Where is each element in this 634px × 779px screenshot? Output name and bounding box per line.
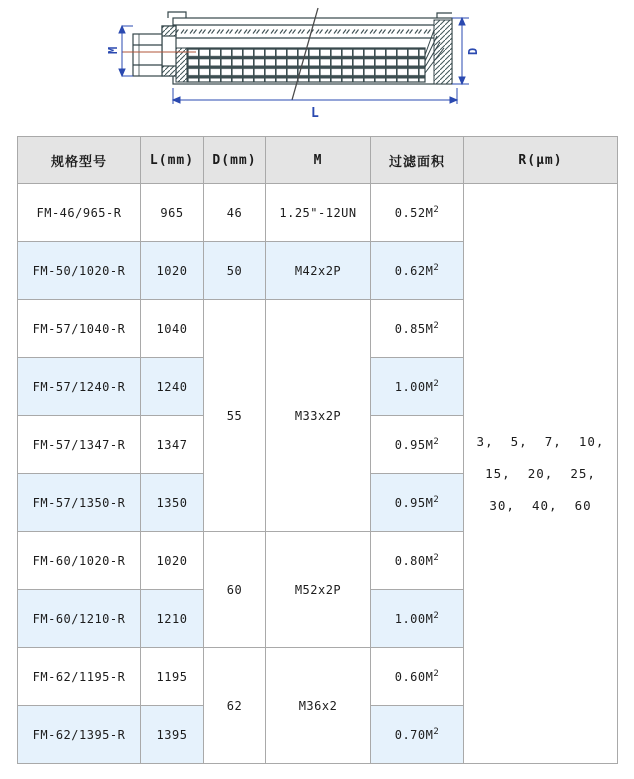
spec-table <box>17 136 618 764</box>
threaded-fitting <box>133 26 176 76</box>
cell-thread: M33x2P <box>266 300 371 532</box>
cell-filter-area: $1.00M^2$ <box>371 590 464 648</box>
cell-model: FM-57/1347-R <box>18 416 141 474</box>
cell-length: 1195 <box>141 648 204 706</box>
cell-diameter: 60 <box>204 532 266 648</box>
col-header-length: L(mm) <box>141 137 204 184</box>
cell-thread: M52x2P <box>266 532 371 648</box>
cell-model: FM-62/1395-R <box>18 706 141 764</box>
dimension-l <box>173 88 457 104</box>
table-row <box>18 184 618 242</box>
cell-thread: M36x2 <box>266 648 371 764</box>
cell-filter-area: $0.70M^2$ <box>371 706 464 764</box>
cell-length: 1040 <box>141 300 204 358</box>
cell-length: 1350 <box>141 474 204 532</box>
cell-filter-area: $1.00M^2$ <box>371 358 464 416</box>
cell-micron-ratings <box>464 184 618 764</box>
cell-filter-area: $0.62M^2$ <box>371 242 464 300</box>
filter-mesh <box>187 48 425 82</box>
cell-length: 965 <box>141 184 204 242</box>
cell-model: FM-60/1210-R <box>18 590 141 648</box>
cell-model: FM-57/1240-R <box>18 358 141 416</box>
cell-filter-area: $0.95M^2$ <box>371 416 464 474</box>
cell-model: FM-60/1020-R <box>18 532 141 590</box>
mesh-end-hatch <box>176 48 187 82</box>
col-header-model: 规格型号 <box>18 137 141 184</box>
cell-filter-area: $0.60M^2$ <box>371 648 464 706</box>
micron-line: 3, 5, 7, 10, <box>476 434 605 449</box>
micron-line: 30, 40, 60 <box>489 498 592 513</box>
cell-filter-area: $0.85M^2$ <box>371 300 464 358</box>
col-header-diameter: D(mm) <box>204 137 266 184</box>
header-row <box>18 137 618 184</box>
end-cap-hatch <box>434 20 452 84</box>
dimension-label-m: M <box>106 46 120 54</box>
cell-thread: M42x2P <box>266 242 371 300</box>
dimension-label-l: L <box>311 106 319 121</box>
cell-thread: 1.25"-12UN <box>266 184 371 242</box>
cell-length: 1240 <box>141 358 204 416</box>
cell-filter-area: $0.80M^2$ <box>371 532 464 590</box>
cell-length: 1347 <box>141 416 204 474</box>
cell-diameter: 55 <box>204 300 266 532</box>
dimension-label-d: D <box>466 47 480 55</box>
cell-length: 1210 <box>141 590 204 648</box>
filter-element-drawing <box>0 0 634 132</box>
cell-model: FM-57/1040-R <box>18 300 141 358</box>
cell-length: 1020 <box>141 532 204 590</box>
cell-diameter: 50 <box>204 242 266 300</box>
cell-filter-area: $0.95M^2$ <box>371 474 464 532</box>
cell-model: FM-50/1020-R <box>18 242 141 300</box>
cell-length: 1395 <box>141 706 204 764</box>
cell-model: FM-57/1350-R <box>18 474 141 532</box>
cell-filter-area: $0.52M^2$ <box>371 184 464 242</box>
col-header-micron-rating: R(μm) <box>464 137 618 184</box>
col-header-thread: M <box>266 137 371 184</box>
cell-model: FM-46/965-R <box>18 184 141 242</box>
micron-line: 15, 20, 25, <box>485 466 596 481</box>
cell-diameter: 46 <box>204 184 266 242</box>
col-header-filter-area: 过滤面积 <box>371 137 464 184</box>
dimension-m <box>119 26 133 76</box>
cell-diameter: 62 <box>204 648 266 764</box>
cell-model: FM-62/1195-R <box>18 648 141 706</box>
cell-length: 1020 <box>141 242 204 300</box>
